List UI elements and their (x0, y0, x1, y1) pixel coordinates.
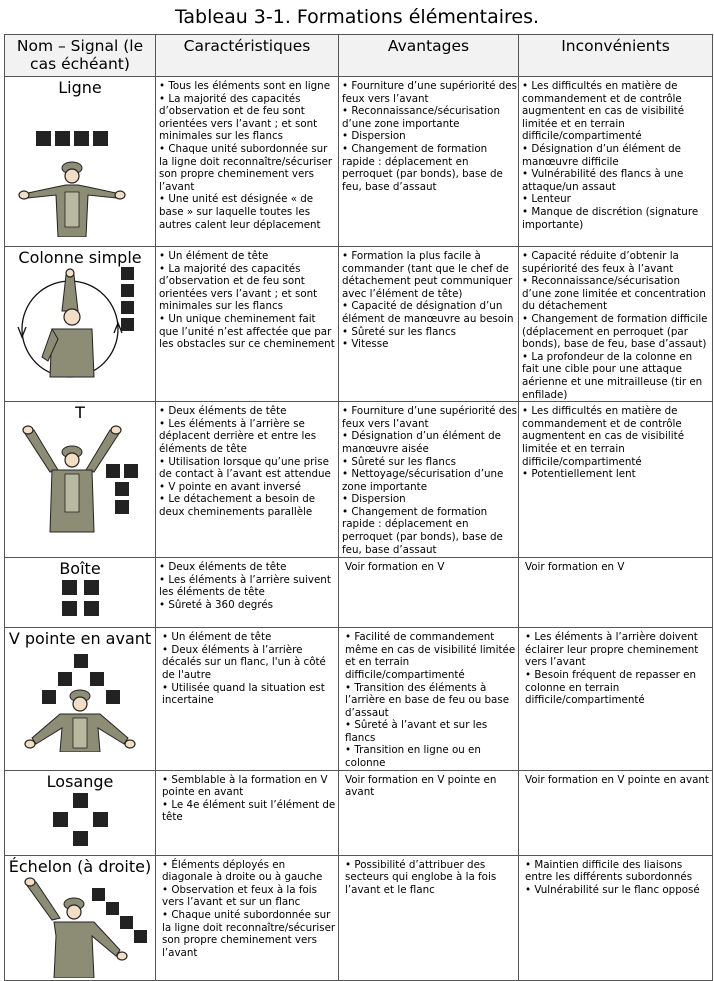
list-item: • Formation la plus facile à commander (tant que le chef de détachement peut communiquer avec l’élément de tête) (342, 250, 517, 300)
list-item: • Semblable à la formation en V pointe en avant (162, 774, 337, 799)
list-item: • La majorité des capacités d’observation et de feu sont orientées vers l’avant ; et sont minimales sur les flancs (159, 263, 337, 313)
list-item: • Reconnaissance/sécurisation d’une zone importante (342, 105, 517, 130)
list-item: • Possibilité d’attribuer des secteurs qui englobe à la fois l’avant et le flanc (345, 859, 517, 897)
characteristics-cell (156, 247, 339, 402)
soldier-wedge-signal-figure (8, 648, 153, 752)
list-item: • Sûreté à 360 degrés (159, 599, 337, 612)
formation-name-cell (5, 402, 156, 558)
table-row (5, 628, 713, 771)
list-item: • Tous les éléments sont en ligne (159, 80, 337, 93)
header-characteristics: Caractéristiques (156, 35, 339, 77)
characteristics-cell (156, 628, 339, 771)
table-row (5, 402, 713, 558)
list-item: • Changement de formation rapide : déplacement en perroquet (par bonds), base de feu, base d’assaut (342, 506, 517, 556)
formation-name: V pointe en avant (8, 629, 152, 649)
disadvantages-cell (519, 77, 713, 247)
header-disadvantages: Inconvénients (519, 35, 713, 77)
list-item: • Maintien difficile des liaisons entre les différents subordonnés (525, 859, 711, 884)
list-item: • Changement de formation rapide : déplacement en perroquet (par bonds), base de feu, base d’assaut (342, 143, 517, 193)
header-advantages: Avantages (339, 35, 519, 77)
list-item: • Observation et feux à la fois vers l’avant et sur un flanc (162, 884, 337, 909)
table-row (5, 855, 713, 980)
list-item: • Deux éléments de tête (159, 405, 337, 418)
table-row (5, 558, 713, 628)
list-item: • Désignation d’un élément de manœuvre difficile (522, 143, 711, 168)
advantages-cell (339, 855, 519, 980)
list-item: • Nettoyage/sécurisation d’une zone importante (342, 468, 517, 493)
formation-name: Boîte (59, 559, 101, 579)
formation-name-cell (5, 770, 156, 855)
disadvantages-text: Voir formation en V (525, 561, 625, 574)
list-item: • Deux éléments de tête (159, 561, 337, 574)
disadvantages-cell (519, 855, 713, 980)
list-item: • Les difficultés en matière de commandement et de contrôle augmentent en cas de visibilité limitée et en terrain difficile/compartimenté (522, 405, 711, 468)
list-item: • Lenteur (522, 193, 711, 206)
list-item: • Une unité est désignée « de base » sur laquelle toutes les autres calent leur déplacement (159, 193, 337, 231)
list-item: • La majorité des capacités d’observation et de feu sont orientées vers l’avant ; et sont minimales sur les flancs (159, 93, 337, 143)
advantages-text: Voir formation en V pointe en avant (345, 773, 497, 799)
list-item: • Le 4e élément suit l’élément de tête (162, 799, 337, 824)
list-item: • Chaque unité subordonnée sur la ligne doit reconnaître/sécuriser son propre cheminement vers l’avant (162, 909, 337, 959)
advantages-cell (339, 770, 519, 855)
list-item: • Éléments déployés en diagonale à droite ou à gauche (162, 859, 337, 884)
soldier-t-signal-figure (8, 422, 153, 534)
list-item: • Transition en ligne ou en colonne (345, 744, 517, 769)
list-item: • Vitesse (342, 338, 517, 351)
list-item: • La profondeur de la colonne en fait une cible pour une attaque aérienne et une mitrailleuse (tir en enfilade) (522, 351, 711, 401)
list-item: • Reconnaissance/sécurisation d’une zone limitée et concentration du détachement (522, 275, 711, 313)
list-item: • Vulnérabilité des flancs à une attaque/un assaut (522, 168, 711, 193)
list-item: • Dispersion (342, 130, 517, 143)
formation-name: Échelon (à droite) (8, 856, 152, 876)
formation-name: T (75, 403, 85, 423)
table-row (5, 770, 713, 855)
soldier-echelon-signal-figure (8, 876, 153, 978)
list-item: • Désignation d’un élément de manœuvre aisée (342, 430, 517, 455)
list-item: • Besoin fréquent de repasser en colonne en terrain difficile/compartimenté (525, 669, 711, 707)
list-item: • Facilité de commandement même en cas de visibilité limitée et en terrain difficile/compartimenté (345, 631, 517, 681)
disadvantages-cell (519, 247, 713, 402)
list-item: • Les éléments à l’arrière se déplacent derrière et entre les éléments de tête (159, 418, 337, 456)
list-item: • Capacité de désignation d’un élément de manœuvre au besoin (342, 300, 517, 325)
list-item: • V pointe en avant inversé (159, 481, 337, 494)
list-item: • Les éléments à l’arrière suivent les éléments de tête (159, 574, 337, 599)
disadvantages-cell (519, 770, 713, 855)
header-name: Nom – Signal (le cas échéant) (5, 35, 156, 77)
list-item: • Chaque unité subordonnée sur la ligne doit reconnaître/sécuriser son propre cheminement vers l’avant (159, 143, 337, 193)
list-item: • Le détachement a besoin de deux cheminements parallèle (159, 493, 337, 518)
formation-name-cell (5, 628, 156, 771)
list-item: • Fourniture d’une supériorité des feux vers l’avant (342, 80, 517, 105)
disadvantages-cell (519, 628, 713, 771)
list-item: • Changement de formation difficile (déplacement en perroquet (par bonds), base de feu, base d’assaut) (522, 313, 711, 351)
list-item: • Un unique cheminement fait que l’unité n’est affectée que par les obstacles sur ce cheminement (159, 313, 337, 351)
characteristics-cell (156, 402, 339, 558)
table-title: Tableau 3-1. Formations élémentaires. (174, 6, 540, 28)
list-item: • Deux éléments à l’arrière décalés sur un flanc, l'un à côté de l'autre (162, 644, 337, 682)
advantages-cell (339, 247, 519, 402)
list-item: • Les difficultés en matière de commandement et de contrôle augmentent en cas de visibilité limitée et en terrain difficile/compartimenté (522, 80, 711, 143)
box-formation-figure (8, 578, 153, 624)
advantages-cell (339, 628, 519, 771)
formation-name: Ligne (58, 78, 102, 97)
formation-name-cell (5, 855, 156, 980)
formations-table (4, 34, 713, 981)
formation-name-cell (5, 77, 156, 247)
list-item: • Capacité réduite d’obtenir la supériorité des feux à l’avant (522, 250, 711, 275)
header-row (5, 35, 713, 77)
list-item: • Utilisation lorsque qu’une prise de contact à l’avant est attendue (159, 456, 337, 481)
list-item: • Un élément de tête (162, 631, 337, 644)
formation-name: Colonne simple (18, 248, 142, 267)
list-item: • Fourniture d’une supériorité des feux vers l’avant (342, 405, 517, 430)
table-row (5, 247, 713, 402)
formation-name-cell (5, 247, 156, 402)
characteristics-cell (156, 77, 339, 247)
list-item: • Sûreté à l’avant et sur les flancs (345, 719, 517, 744)
characteristics-cell (156, 558, 339, 628)
formation-name: Losange (46, 771, 114, 791)
list-item: • Transition des éléments à l’arrière en base de feu ou base d’assaut (345, 682, 517, 720)
advantages-cell (339, 77, 519, 247)
list-item: • Vulnérabilité sur le flanc opposé (525, 884, 711, 897)
characteristics-cell (156, 855, 339, 980)
list-item: • Utilisée quand la situation est incertaine (162, 682, 337, 707)
table-row (5, 77, 713, 247)
disadvantages-text: Voir formation en V pointe en avant (525, 773, 709, 786)
characteristics-cell (156, 770, 339, 855)
list-item: • Sûreté sur les flancs (342, 456, 517, 469)
list-item: • Les éléments à l’arrière doivent éclairer leur propre cheminement vers l’avant (525, 631, 711, 669)
diamond-formation-figure (8, 791, 153, 853)
list-item: • Potentiellement lent (522, 468, 711, 481)
list-item: • Manque de discrétion (signature importante) (522, 206, 711, 231)
advantages-cell (339, 402, 519, 558)
soldier-column-signal-figure (8, 267, 153, 389)
list-item: • Dispersion (342, 493, 517, 506)
formation-name-cell (5, 558, 156, 628)
disadvantages-cell (519, 402, 713, 558)
soldier-line-signal-figure (8, 97, 153, 237)
disadvantages-cell (519, 558, 713, 628)
advantages-cell (339, 558, 519, 628)
advantages-text: Voir formation en V (345, 561, 445, 574)
list-item: • Un élément de tête (159, 250, 337, 263)
list-item: • Sûreté sur les flancs (342, 326, 517, 339)
